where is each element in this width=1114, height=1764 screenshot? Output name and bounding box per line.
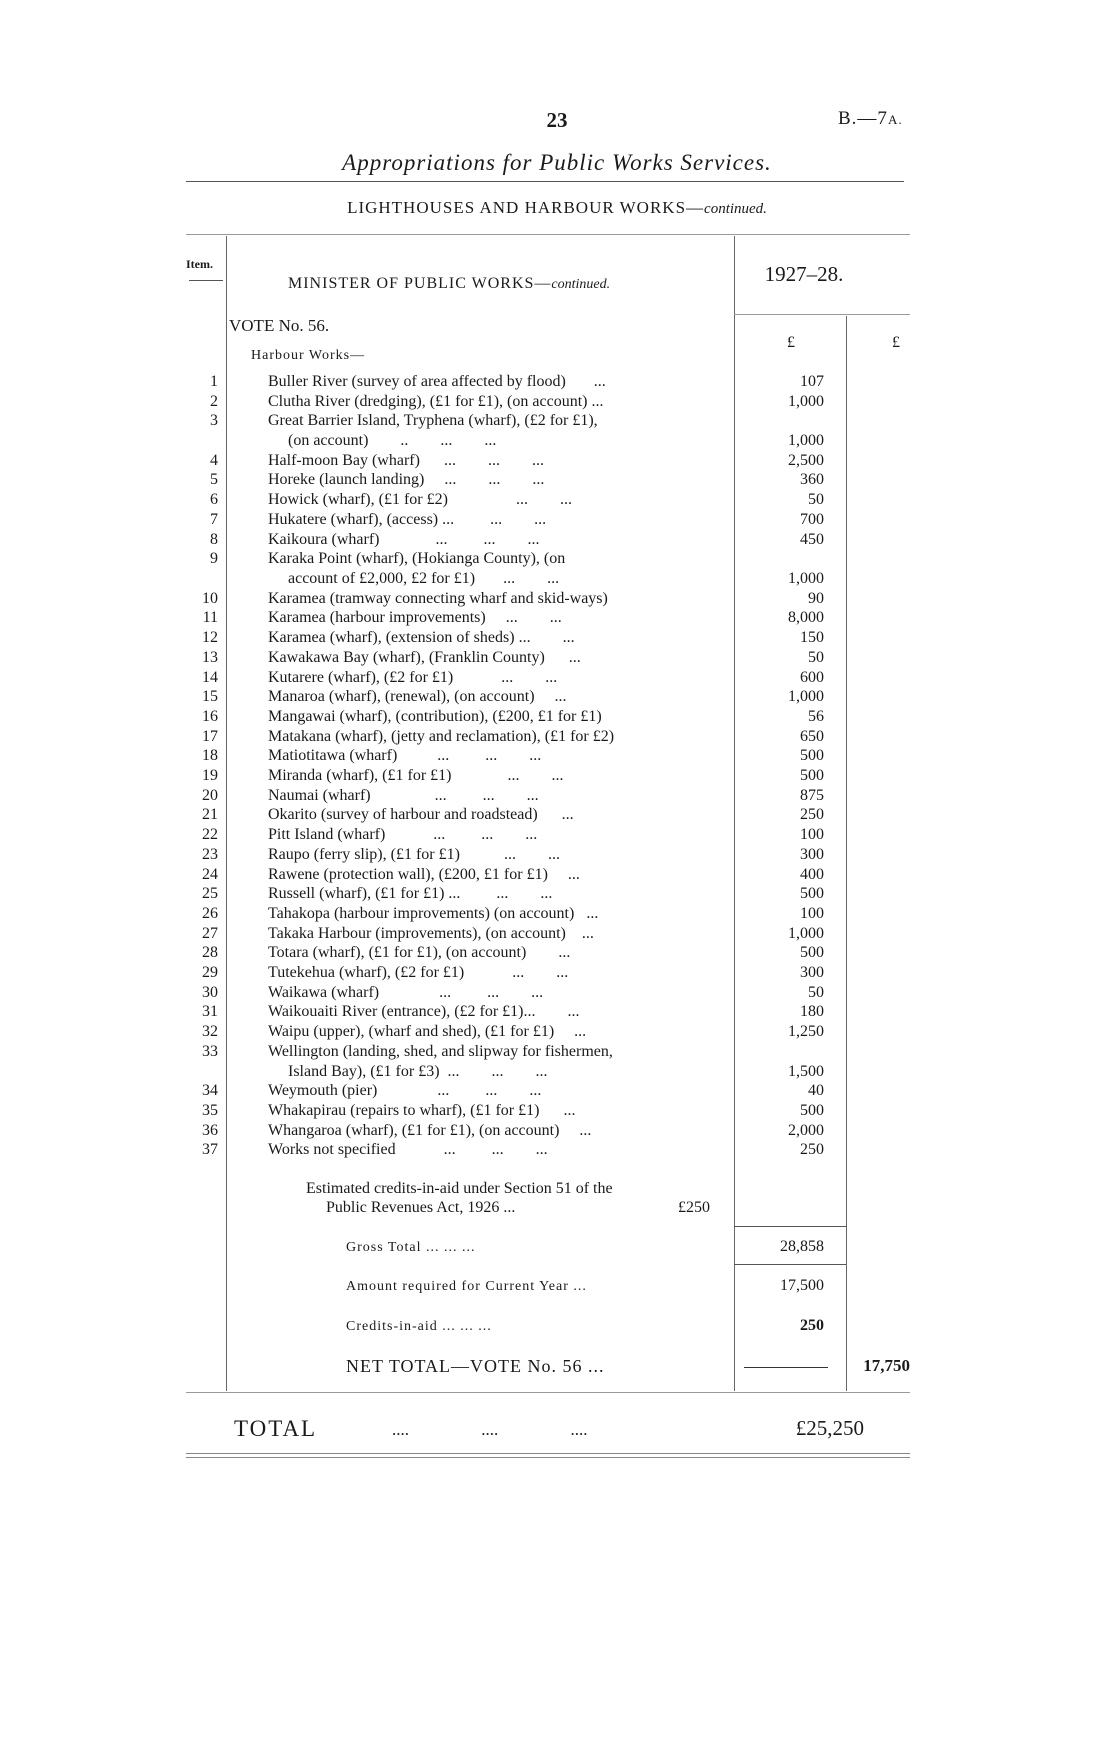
item-description-continuation: Island Bay), (£1 for £3) ... ... ...	[288, 1063, 548, 1080]
item-number: 16	[202, 708, 218, 725]
item-description: Horeke (launch landing) ... ... ...	[268, 471, 545, 488]
credits-in-aid-amount: 250	[800, 1317, 824, 1334]
section-title-suffix: continued.	[704, 201, 767, 217]
item-description: Karaka Point (wharf), (Hokianga County), (on	[268, 550, 566, 567]
item-number: 10	[202, 590, 218, 607]
table-row	[0, 510, 1114, 530]
estimate-note-line-1: Estimated credits-in-aid under Section 51 of the	[306, 1180, 613, 1197]
document-code-main: B.—7	[838, 108, 888, 129]
table-bottom-rule	[186, 1392, 910, 1393]
amount-required-value: 17,500	[780, 1277, 824, 1294]
item-number: 9	[210, 550, 218, 567]
item-number: 17	[202, 728, 218, 745]
grand-total-leader-dots: .... .... ....	[392, 1420, 588, 1439]
item-description: Totara (wharf), (£1 for £1), (on account) ...	[268, 944, 571, 961]
currency-symbol-items: £	[787, 334, 795, 351]
item-number: 29	[202, 964, 218, 981]
item-amount: 500	[800, 747, 824, 764]
item-amount: 50	[808, 491, 824, 508]
table-row	[0, 904, 1114, 924]
item-amount: 1,000	[788, 432, 824, 449]
item-description: Whakapirau (repairs to wharf), (£1 for £1) ...	[268, 1102, 576, 1119]
table-row	[0, 668, 1114, 688]
gross-total-amount: 28,858	[780, 1238, 824, 1255]
item-amount: 90	[808, 590, 824, 607]
table-row	[0, 845, 1114, 865]
item-description: Works not specified ... ... ...	[268, 1141, 548, 1158]
item-number: 18	[202, 747, 218, 764]
harbour-works-subheading: Harbour Works—	[251, 348, 366, 363]
item-number: 2	[210, 393, 218, 410]
table-row	[0, 707, 1114, 727]
item-number: 20	[202, 787, 218, 804]
item-amount: 250	[800, 806, 824, 823]
table-row	[0, 924, 1114, 944]
credits-in-aid-label: Credits-in-aid ... ... ...	[346, 1319, 492, 1334]
item-number: 24	[202, 866, 218, 883]
item-description: Tutekehua (wharf), (£2 for £1) ... ...	[268, 964, 569, 981]
item-description: Matakana (wharf), (jetty and reclamation), (£1 for £2)	[268, 728, 615, 745]
item-amount: 180	[800, 1003, 824, 1020]
document-code	[838, 108, 903, 130]
net-total-label: NET TOTAL—VOTE No. 56 ...	[346, 1356, 605, 1376]
item-description: Kawakawa Bay (wharf), (Franklin County) ...	[268, 649, 581, 666]
grand-total-rule-1	[186, 1453, 910, 1454]
item-description: Waikawa (wharf) ... ... ...	[268, 984, 544, 1001]
item-description: Half-moon Bay (wharf) ... ... ...	[268, 452, 544, 469]
item-description-continuation: (on account) .. ... ...	[288, 432, 497, 449]
item-number: 6	[210, 491, 218, 508]
table-top-rule	[186, 234, 910, 235]
item-number: 19	[202, 767, 218, 784]
estimate-note-text: Public Revenues Act, 1926 ...	[326, 1199, 516, 1216]
item-description: Karamea (wharf), (extension of sheds) ... ...	[268, 629, 575, 646]
vote-label: VOTE No. 56.	[229, 316, 330, 335]
page-title: Appropriations for Public Works Services.	[342, 150, 772, 175]
item-description: Miranda (wharf), (£1 for £1) ... ...	[268, 767, 564, 784]
table-row	[0, 1022, 1114, 1042]
table-row	[0, 1002, 1114, 1022]
minister-heading-suffix: continued.	[551, 277, 611, 292]
item-description-continuation: account of £2,000, £2 for £1) ... ...	[288, 570, 560, 587]
table-row	[0, 963, 1114, 983]
item-amount: 100	[800, 905, 824, 922]
table-row	[0, 608, 1114, 628]
table-row	[0, 865, 1114, 885]
year-heading: 1927–28.	[764, 262, 844, 286]
table-row	[0, 1101, 1114, 1121]
item-number: 35	[202, 1102, 218, 1119]
item-number: 33	[202, 1043, 218, 1060]
table-row	[0, 746, 1114, 766]
item-description: Russell (wharf), (£1 for £1) ... ... ...	[268, 885, 553, 902]
table-row	[0, 392, 1114, 412]
item-amount: 100	[800, 826, 824, 843]
item-description: Waikouaiti River (entrance), (£2 for £1)... ...	[268, 1003, 580, 1020]
table-row	[0, 530, 1114, 550]
item-number: 31	[202, 1003, 218, 1020]
item-amount: 700	[800, 511, 824, 528]
item-description: Weymouth (pier) ... ... ...	[268, 1082, 542, 1099]
item-description: Great Barrier Island, Tryphena (wharf), (£2 for £1),	[268, 412, 598, 429]
item-number: 34	[202, 1082, 218, 1099]
grand-total-label: TOTAL	[234, 1416, 318, 1441]
item-amount: 1,000	[788, 925, 824, 942]
item-description: Waipu (upper), (wharf and shed), (£1 for £1) ...	[268, 1023, 587, 1040]
item-description: Pitt Island (wharf) ... ... ...	[268, 826, 538, 843]
item-number: 23	[202, 846, 218, 863]
item-description: Mangawai (wharf), (contribution), (£200, £1 for £1)	[268, 708, 602, 725]
item-description: Takaka Harbour (improvements), (on account) ...	[268, 925, 594, 942]
item-description: Whangaroa (wharf), (£1 for £1), (on account) ...	[268, 1122, 592, 1139]
table-row	[0, 825, 1114, 845]
item-number: 15	[202, 688, 218, 705]
item-amount: 250	[800, 1141, 824, 1158]
item-description: Buller River (survey of area affected by flood) ...	[268, 373, 606, 390]
grand-total-amount: £25,250	[795, 1416, 864, 1440]
item-description: Wellington (landing, shed, and slipway for fishermen,	[268, 1043, 613, 1060]
item-amount: 50	[808, 984, 824, 1001]
item-number: 25	[202, 885, 218, 902]
page-number: 23	[546, 108, 568, 132]
item-number: 1	[210, 373, 218, 390]
item-number: 32	[202, 1023, 218, 1040]
net-total-amount: 17,750	[863, 1356, 910, 1375]
item-number: 22	[202, 826, 218, 843]
section-title-main: LIGHTHOUSES AND HARBOUR WORKS—	[347, 198, 705, 217]
item-description: Karamea (harbour improvements) ... ...	[268, 609, 562, 626]
item-description: Clutha River (dredging), (£1 for £1), (on account) ...	[268, 393, 604, 410]
item-description: Rawene (protection wall), (£200, £1 for £1) ...	[268, 866, 580, 883]
item-amount: 300	[800, 846, 824, 863]
table-row	[0, 470, 1114, 490]
item-description: Raupo (ferry slip), (£1 for £1) ... ...	[268, 846, 560, 863]
table-row	[0, 727, 1114, 747]
item-description: Kaikoura (wharf) ... ... ...	[268, 531, 540, 548]
item-amount: 650	[800, 728, 824, 745]
item-amount: 875	[800, 787, 824, 804]
item-description: Tahakopa (harbour improvements) (on account) ...	[268, 905, 599, 922]
item-amount: 56	[808, 708, 824, 725]
estimate-note-line-2	[326, 1199, 710, 1217]
item-amount: 1,250	[788, 1023, 824, 1040]
item-number: 8	[210, 531, 218, 548]
table-row	[0, 411, 1114, 449]
item-amount: 2,000	[788, 1122, 824, 1139]
item-amount: 1,000	[788, 570, 824, 587]
item-amount: 1,500	[788, 1063, 824, 1080]
table-row	[0, 648, 1114, 668]
item-number: 11	[202, 609, 218, 626]
table-row	[0, 549, 1114, 587]
item-amount: 400	[800, 866, 824, 883]
item-number: 3	[210, 412, 218, 429]
gross-total-top-rule	[734, 1226, 846, 1227]
table-row	[0, 1081, 1114, 1101]
grand-total-rule-2	[186, 1457, 910, 1458]
minister-heading-main: MINISTER OF PUBLIC WORKS—	[288, 275, 552, 292]
table-row	[0, 1042, 1114, 1080]
item-description: Matiotitawa (wharf) ... ... ...	[268, 747, 542, 764]
table-row	[0, 1121, 1114, 1141]
item-amount: 500	[800, 944, 824, 961]
item-amount: 500	[800, 885, 824, 902]
item-description: Hukatere (wharf), (access) ... ... ...	[268, 511, 547, 528]
item-amount: 150	[800, 629, 824, 646]
item-description: Naumai (wharf) ... ... ...	[268, 787, 539, 804]
section-title	[0, 198, 1114, 218]
table-row	[0, 372, 1114, 392]
item-number: 27	[202, 925, 218, 942]
table-row	[0, 884, 1114, 904]
title-rule	[186, 181, 904, 182]
item-heading-rule	[189, 280, 223, 281]
item-number: 14	[202, 669, 218, 686]
table-row	[0, 687, 1114, 707]
item-amount: 300	[800, 964, 824, 981]
year-heading-rule	[734, 314, 910, 315]
item-description: Kutarere (wharf), (£2 for £1) ... ...	[268, 669, 558, 686]
item-number: 4	[210, 452, 218, 469]
table-row	[0, 943, 1114, 963]
item-description: Karamea (tramway connecting wharf and skid-ways)	[268, 590, 608, 607]
item-number: 7	[210, 511, 218, 528]
table-row	[0, 786, 1114, 806]
currency-symbol-net: £	[892, 334, 900, 351]
item-number: 26	[202, 905, 218, 922]
table-row	[0, 490, 1114, 510]
item-number: 13	[202, 649, 218, 666]
estimate-amount: £250	[678, 1199, 710, 1216]
item-amount: 360	[800, 471, 824, 488]
item-amount: 1,000	[788, 393, 824, 410]
item-number: 21	[202, 806, 218, 823]
item-number: 5	[210, 471, 218, 488]
document-code-suffix: A.	[887, 112, 903, 127]
minister-heading	[288, 275, 610, 293]
amount-required-label: Amount required for Current Year ...	[346, 1279, 587, 1294]
table-row	[0, 766, 1114, 786]
item-amount: 500	[800, 1102, 824, 1119]
table-row	[0, 1140, 1114, 1160]
table-row	[0, 451, 1114, 471]
item-description: Manaroa (wharf), (renewal), (on account) ...	[268, 688, 567, 705]
item-number: 36	[202, 1122, 218, 1139]
item-number: 12	[202, 629, 218, 646]
table-row	[0, 805, 1114, 825]
item-description: Howick (wharf), (£1 for £2) ... ...	[268, 491, 572, 508]
item-amount: 2,500	[788, 452, 824, 469]
net-total-dash	[744, 1367, 828, 1368]
gross-total-label: Gross Total ... ... ...	[346, 1240, 476, 1255]
table-row	[0, 628, 1114, 648]
table-row	[0, 983, 1114, 1003]
item-number: 30	[202, 984, 218, 1001]
item-number: 28	[202, 944, 218, 961]
item-amount: 450	[800, 531, 824, 548]
item-description: Okarito (survey of harbour and roadstead) ...	[268, 806, 574, 823]
table-row	[0, 589, 1114, 609]
item-amount: 1,000	[788, 688, 824, 705]
item-amount: 600	[800, 669, 824, 686]
item-amount: 50	[808, 649, 824, 666]
item-amount: 500	[800, 767, 824, 784]
gross-total-bottom-rule	[734, 1264, 846, 1265]
item-column-heading: Item.	[186, 257, 213, 271]
item-amount: 40	[808, 1082, 824, 1099]
item-amount: 107	[800, 373, 824, 390]
item-amount: 8,000	[788, 609, 824, 626]
item-number: 37	[202, 1141, 218, 1158]
